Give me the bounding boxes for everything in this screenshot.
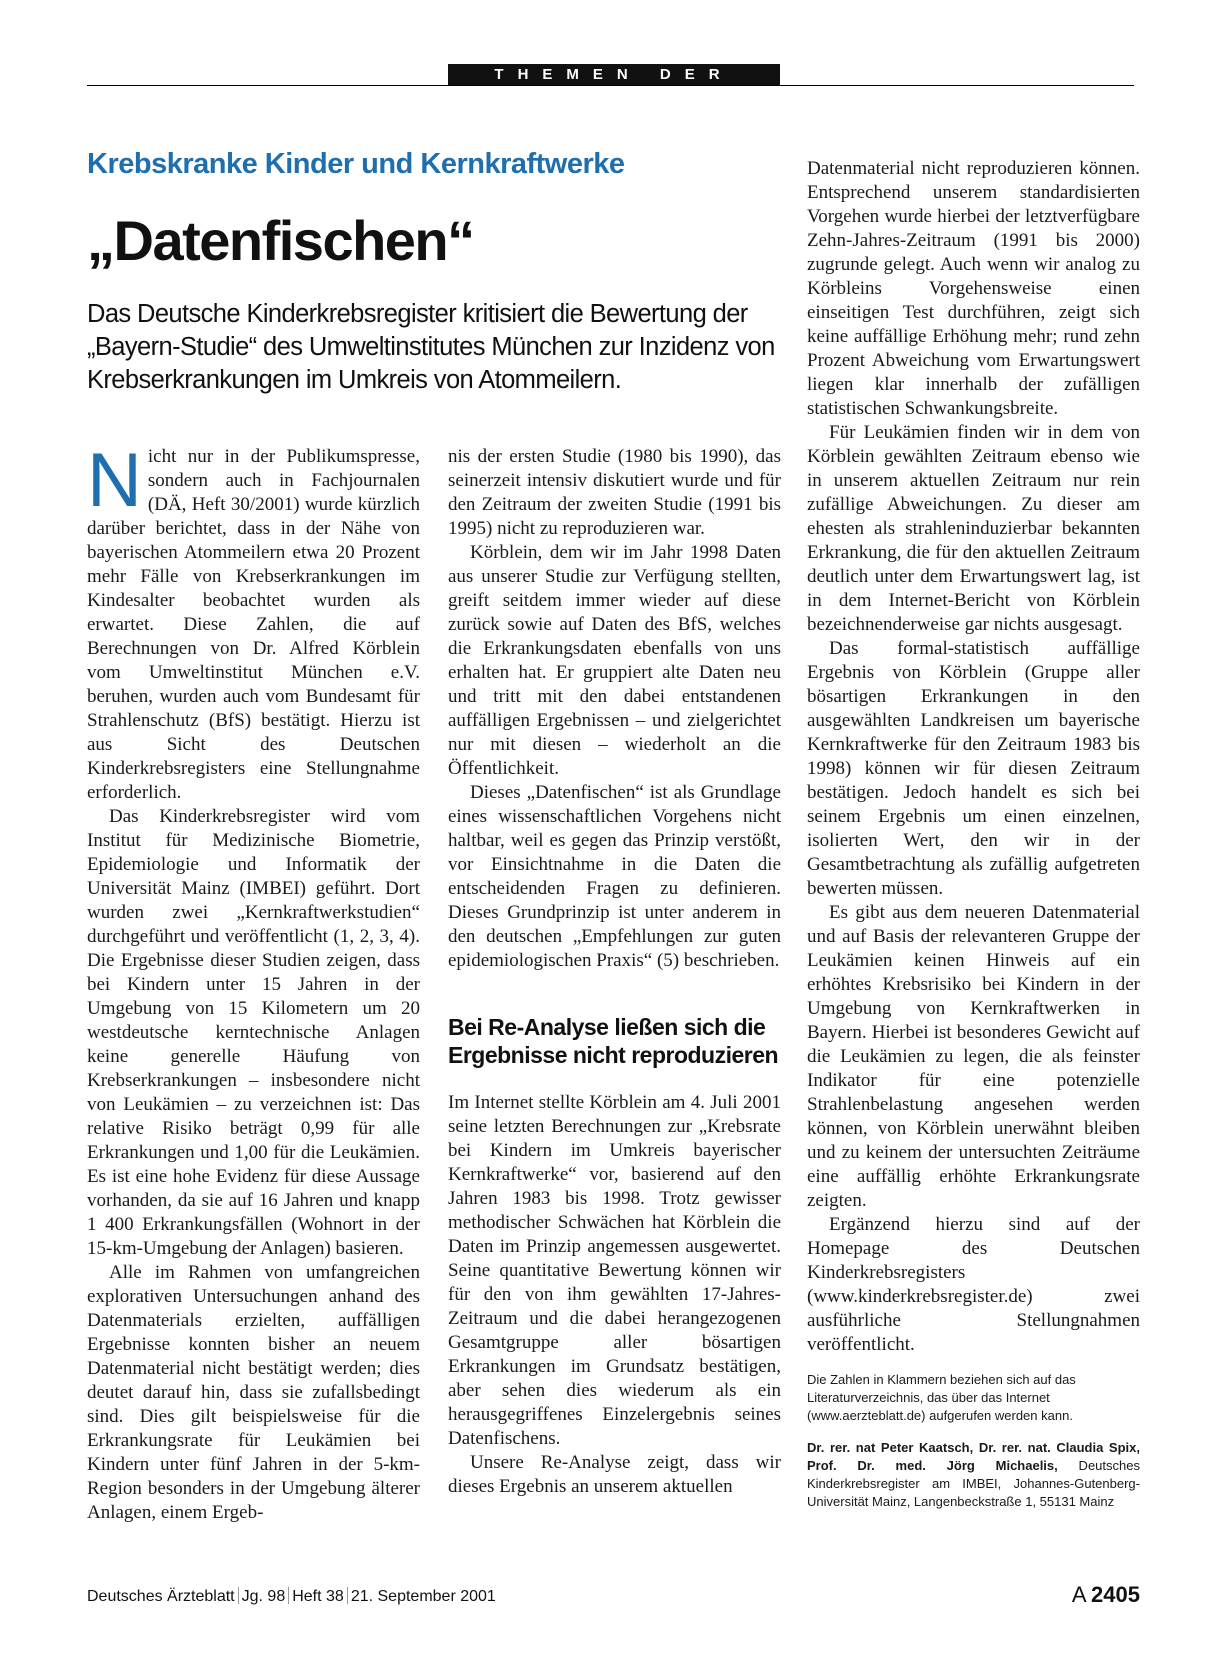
paragraph: Alle im Rahmen von umfangreichen explorativen Untersuchungen anhand des Datenmaterials erzielten, auffälligen Ergebnisse konnten bisher an neuem Datenmaterial nicht bestätigt werden; dies deutet darauf hin, dass sie zufallsbedingt sind. Dies gilt beispielsweise für die Erkrankungsrate für Leukämien bei Kindern unter fünf Jahren in der 5-km-Region besonders in der Umgebung älterer Anlagen, einem Ergeb- [87, 1262, 420, 1523]
paragraph: Dieses „Datenfischen“ ist als Grundlage eines wissenschaftlichen Vorgehens nicht haltbar, weil es gegen das Prinzip verstößt, vor Einsichtnahme in die Daten die entscheidenden Fragen zu definieren. Dieses Grundprinzip ist unter anderem in den deutschen „Empfehlungen zur guten epidemiologischen Praxis“ (5) beschrieben. [448, 782, 781, 971]
paragraph: Im Internet stellte Körblein am 4. Juli 2001 seine letzten Berechnungen zur „Krebsrate bei Kindern im Umkreis bayerischer Kernkraftwerke“ vor, basierend auf den Jahren 1983 bis 1998. Trotz gewisser methodischer Schwächen hat Körblein die Daten im Prinzip angemessen ausgewertet. Seine quantitative Bewertung können wir für den von ihm gewählten 17-Jahres-Zeitraum und die dabei herangezogenen Gesamtgruppe aller bösartigen Erkrankungen im Grundsatz bestätigen, aber sehen dies wiederum als ein herausgegriffenes Einzelergebnis seines Datenfischens. [448, 1092, 781, 1449]
paragraph: Unsere Re-Analyse zeigt, dass wir dieses Ergebnis an unserem aktuellen [448, 1452, 781, 1497]
paragraph: Das formal-statistisch auffällige Ergebnis von Körblein (Gruppe aller bösartigen Erkrankungen in den ausgewählten Landkreisen um bayerische Kernkraftwerke für den Zeitraum 1983 bis 1998) können wir für diesen Zeitraum bestätigen. Jedoch handelt es sich bei seinem Ergebnis um einen einzelnen, isolierten Wert, den wir in der Gesamtbetrachtung als zufällig aufgetreten bewerten müssen. [807, 638, 1140, 899]
footer-citation [87, 1587, 496, 1606]
article-lead: Das Deutsche Kinderkrebsregister kritisiert die Bewertung der „Bayern-Studie“ des Umweltinstitutes München zur Inzidenz von Krebserkrankungen im Umkreis von Atommeilern. [87, 300, 775, 394]
paragraph: Ergänzend hierzu sind auf der Homepage des Deutschen Kinderkrebsregisters (www.kinderkrebsregister.de) zwei ausführliche Stellungnahmen veröffentlicht. [807, 1214, 1140, 1355]
paragraph: Das Kinderkrebsregister wird vom Institut für Medizinische Biometrie, Epidemiologie und Informatik der Universität Mainz (IMBEI) geführt. Dort wurden zwei „Kernkraftwerkstudien“ durchgeführt und veröffentlicht (1, 2, 3, 4). Die Ergebnisse dieser Studien zeigen, dass bei Kindern unter 15 Jahren in der Umgebung von 15 Kilometern um 20 westdeutsche kerntechnische Anlagen keine generelle Häufung von Krebserkrankungen – insbesondere nicht von Leukämien – zu verzeichnen ist: Das relative Risiko beträgt 0,99 für alle Erkrankungen und 1,00 für die Leukämien. Es ist eine hohe Evidenz für diese Aussage vorhanden, da sie auf 16 Jahren und knapp 1 400 Erkrankungsfällen (Wohnort in der 15-km-Umgebung der Anlagen) basieren. [87, 806, 420, 1259]
issue: Heft 38 [292, 1588, 344, 1605]
author-info [807, 1439, 1140, 1511]
column-2 [448, 445, 781, 1499]
page-prefix: A [1071, 1582, 1087, 1607]
paragraph: Für Leukämien finden wir in dem von Körblein gewählten Zeitraum ebenso wie in unserem aktuellen Zeitraum nur rein zufällige Abweichungen. Zu dieser am ehesten als strahleninduzierbar bekannten Erkrankung, die für den aktuellen Zeitraum deutlich unter dem Erwartungswert lag, ist in dem Internet-Bericht von Körblein bezeichnenderweise gar nichts ausgesagt. [807, 422, 1140, 635]
article-kicker: Krebskranke Kinder und Kernkraftwerke [87, 148, 625, 180]
paragraph: Es gibt aus dem neueren Datenmaterial und auf Basis der relevanteren Gruppe der Leukämien keinen Hinweis auf ein erhöhtes Krebsrisiko bei Kindern in der Umgebung von Kernkraftwerken in Bayern. Hierbei ist besonderes Gewicht auf die Leukämien zu legen, die als feinster Indikator für eine potenzielle Strahlenbelastung angesehen werden können, von Körblein unerwähnt bleiben und zu keinem der untersuchten Zeiträume eine auffällig erhöhte Erkrankungsrate zeigten. [807, 902, 1140, 1211]
paragraph: Datenmaterial nicht reproduzieren können. Entsprechend unserem standardisierten Vorgehen wurde hierbei der letztverfügbare Zehn-Jahres-Zeitraum (1991 bis 2000) zugrunde gelegt. Auch wenn wir analog zu Körbleins Vorgehensweise einen einseitigen Test durchführen, zeigt sich keine auffällige Erhöhung mehr; rund zehn Prozent Abweichung vom Erwartungswert liegen klar innerhalb der zufälligen statistischen Schwankungsbreite. [807, 158, 1140, 419]
paragraph: nis der ersten Studie (1980 bis 1990), das seinerzeit intensiv diskutiert wurde und für den Zeitraum der zweiten Studie (1991 bis 1995) nicht zu reproduzieren war. [448, 446, 781, 539]
separator [288, 1587, 289, 1604]
author-names: Dr. rer. nat Peter Kaatsch, Dr. rer. nat. Claudia Spix, Prof. Dr. med. Jörg Michaelis, [807, 1440, 1140, 1473]
paragraph: Körblein, dem wir im Jahr 1998 Daten aus unserer Studie zur Verfügung stellten, greift seitdem immer wieder auf diese zurück sowie auf Daten des BfS, welches die Erkrankungsdaten ebenfalls von uns erhalten hat. Er gruppiert alte Daten neu und tritt mit den dabei entstandenen auffälligen Ergebnissen – und zielgerichtet nur mit diesen – wiederholt an die Öffentlichkeit. [448, 542, 781, 779]
journal-name: Deutsches Ärzteblatt [87, 1588, 235, 1605]
section-label: THEMEN DER ZEIT [448, 64, 780, 86]
article-headline: „Datenfischen“ [87, 209, 474, 272]
separator [238, 1587, 239, 1604]
issue-date: 21. September 2001 [350, 1588, 496, 1605]
references-note: Die Zahlen in Klammern beziehen sich auf das Literaturverzeichnis, das über das Internet (www.aerzteblatt.de) aufgerufen werden kann. [807, 1372, 1076, 1423]
header-rule [87, 85, 1134, 86]
column-3 [807, 157, 1140, 1511]
page-number [1072, 1582, 1140, 1608]
drop-cap: N [87, 438, 142, 523]
page-number-value: 2405 [1091, 1582, 1140, 1607]
separator [347, 1587, 348, 1604]
section-subhead: Bei Re-Analyse ließen sich die Ergebnisse nicht reproduzieren [448, 1014, 779, 1068]
paragraph: Nicht nur in der Publikumspresse, sondern auch in Fachjournalen (DÄ, Heft 30/2001) wurde kürzlich darüber berichtet, dass in der Nähe von bayerischen Atommeilern etwa 20 Prozent mehr Fälle von Krebserkrankungen im Kindesalter beobachtet wurden als erwartet. Diese Zahlen, die auf Berechnungen von Dr. Alfred Körblein vom Umweltinstitut München e.V. beruhen, wurden auch vom Bundesamt für Strahlenschutz (BfS) bestätigt. Hierzu ist aus Sicht des Deutschen Kinderkrebsregisters eine Stellungnahme erforderlich. [87, 438, 420, 803]
author-affiliation: Deutsches Kinderkrebsregister am IMBEI, Johannes-Gutenberg-Universität Mainz, Langenbeckstraße 1, 55131 Mainz [807, 1458, 1140, 1509]
column-1 [87, 438, 420, 1525]
volume: Jg. 98 [241, 1588, 286, 1605]
